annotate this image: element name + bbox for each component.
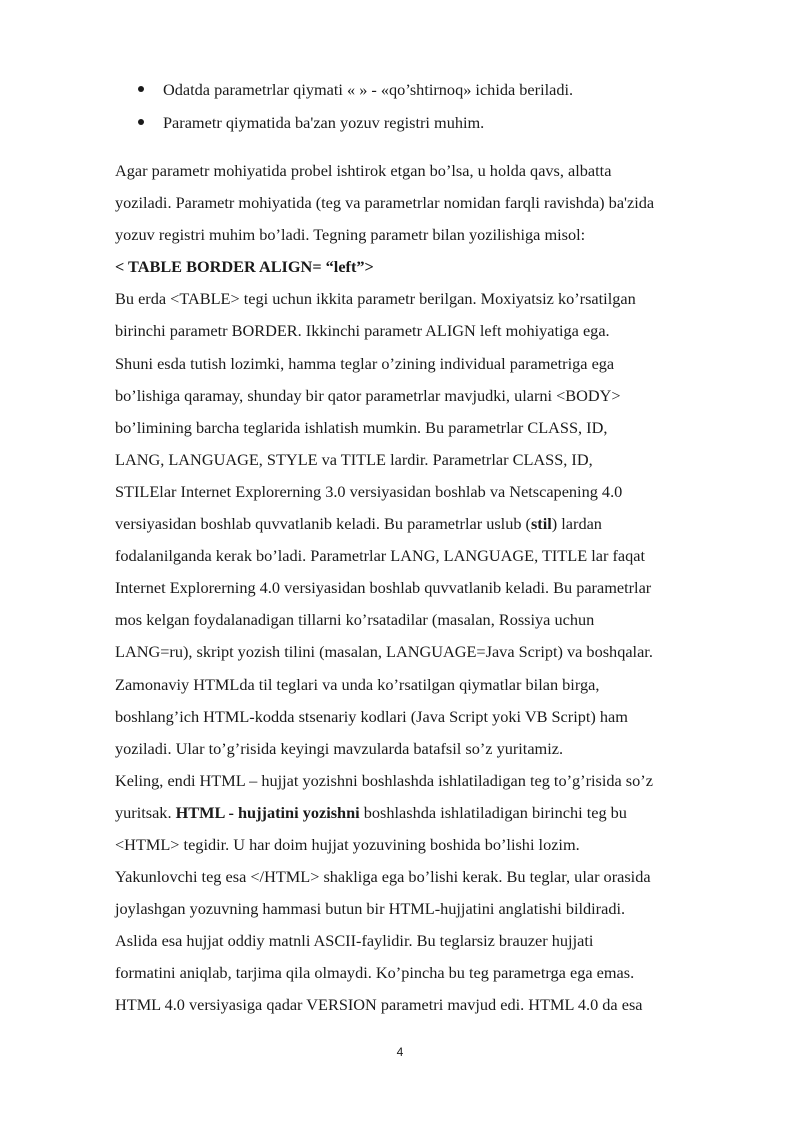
text-line — [115, 155, 745, 187]
text-run: Aslida esa hujjat oddiy matnli ASCII-faylidir. Bu teglarsiz brauzer hujjati — [115, 931, 594, 951]
text-line — [115, 508, 745, 540]
text-run: Internet Explorerning 4.0 versiyasidan boshlab quvvatlanib keladi. Bu parametrlar — [115, 578, 652, 598]
text-line — [115, 412, 745, 444]
body-text — [115, 155, 745, 1022]
bullet-icon — [138, 119, 144, 125]
text-line — [115, 476, 745, 508]
text-line — [115, 893, 745, 925]
text-run: joylashgan yozuvning hammasi butun bir HTML-hujjatini anglatishi bildiradi. — [115, 899, 626, 919]
text-run: formatini aniqlab, tarjima qila olmaydi. Ko’pincha bu teg parametrga ega emas. — [115, 963, 635, 983]
text-run: LANG, LANGUAGE, STYLE va TITLE lardir. Parametrlar CLASS, ID, — [115, 449, 593, 469]
text-run: yuritsak. — [115, 802, 176, 822]
text-line — [115, 540, 745, 572]
list-item — [137, 107, 573, 140]
text-line — [115, 989, 745, 1021]
text-run: LANG=ru), skript yozish tilini (masalan, LANGUAGE=Java Script) va boshqalar. — [115, 642, 653, 662]
text-run: yoziladi. Ular to’g’risida keyingi mavzularda batafsil so’z yuritamiz. — [115, 738, 564, 758]
text-line — [115, 283, 745, 315]
text-line — [115, 829, 745, 861]
bullet-text: Odatda parametrlar qiymati « » - «qo’shtirnoq» ichida beriladi. — [163, 80, 574, 99]
text-run: Zamonaviy HTMLda til teglari va unda ko’rsatilgan qiymatlar bilan birga, — [115, 674, 600, 694]
text-run: Bu erda <TABLE> tegi uchun ikkita parametr berilgan. Moxiyatsiz ko’rsatilgan — [115, 289, 636, 309]
text-run: yozuv registri muhim bo’ladi. Tegning parametr bilan yozilishiga misol: — [115, 225, 586, 245]
text-line — [115, 187, 745, 219]
text-run: Agar parametr mohiyatida probel ishtirok etgan bo’lsa, u holda qavs, albatta — [115, 161, 612, 180]
text-line — [115, 380, 745, 412]
text-line — [115, 251, 745, 283]
text-run: bo’lishiga qaramay, shunday bir qator parametrlar mavjudki, ularni <BODY> — [115, 385, 621, 405]
bold-text: < TABLE BORDER ALIGN= “left”> — [115, 257, 374, 277]
bullet-text: Parametr qiymatida ba'zan yozuv registri muhim. — [163, 112, 485, 132]
text-run: HTML 4.0 versiyasiga qadar VERSION parametri mavjud edi. HTML 4.0 da esa — [115, 995, 643, 1015]
text-line — [115, 348, 745, 380]
text-run: boshlashda ishlatiladigan birinchi teg bu — [359, 802, 627, 822]
text-line — [115, 797, 745, 829]
text-line — [115, 701, 745, 733]
text-line — [115, 444, 745, 476]
list-item — [137, 74, 573, 107]
text-run: STILElar Internet Explorerning 3.0 versiyasidan boshlab va Netscapening 4.0 — [115, 481, 623, 501]
text-run: birinchi parametr BORDER. Ikkinchi parametr ALIGN left mohiyatiga ega. — [115, 321, 610, 341]
text-run: Keling, endi HTML – hujjat yozishni boshlashda ishlatiladigan teg to’g’risida so’z — [115, 770, 653, 790]
text-run: fodalanilganda kerak bo’ladi. Parametrlar LANG, LANGUAGE, TITLE lar faqat — [115, 546, 645, 566]
text-line — [115, 604, 745, 636]
bold-text: stil — [530, 514, 552, 534]
text-line — [115, 219, 745, 251]
text-run: <HTML> tegidir. U har doim hujjat yozuvining boshida bo’lishi lozim. — [115, 834, 580, 854]
text-line — [115, 733, 745, 765]
text-line — [115, 861, 745, 893]
text-line — [115, 669, 745, 701]
bullet-list — [137, 74, 573, 139]
text-run: boshlang’ich HTML-kodda stsenariy kodlari (Java Script yoki VB Script) ham — [115, 706, 628, 726]
bullet-icon — [138, 86, 144, 92]
text-line — [115, 572, 745, 604]
text-run: yoziladi. Parametr mohiyatida (teg va parametrlar nomidan farqli ravishda) ba'zida — [115, 193, 655, 213]
text-line — [115, 925, 745, 957]
text-line — [115, 636, 745, 668]
page-number: 4 — [396, 1045, 404, 1059]
text-run: mos kelgan foydalanadigan tillarni ko’rsatadilar (masalan, Rossiya uchun — [115, 610, 595, 630]
text-line — [115, 765, 745, 797]
text-run: Shuni esda tutish lozimki, hamma teglar o’zining individual parametriga ega — [115, 353, 615, 373]
text-run: versiyasidan boshlab quvvatlanib keladi. Bu parametrlar uslub ( — [115, 514, 531, 534]
text-run: Yakunlovchi teg esa </HTML> shakliga ega bo’lishi kerak. Bu teglar, ular orasida — [115, 867, 651, 887]
text-run: ) lardan — [551, 514, 602, 534]
text-line — [115, 315, 745, 347]
text-run: bo’limining barcha teglarida ishlatish mumkin. Bu parametrlar CLASS, ID, — [115, 417, 608, 437]
text-line — [115, 957, 745, 989]
bold-text: HTML - hujjatini yozishni — [175, 802, 360, 822]
